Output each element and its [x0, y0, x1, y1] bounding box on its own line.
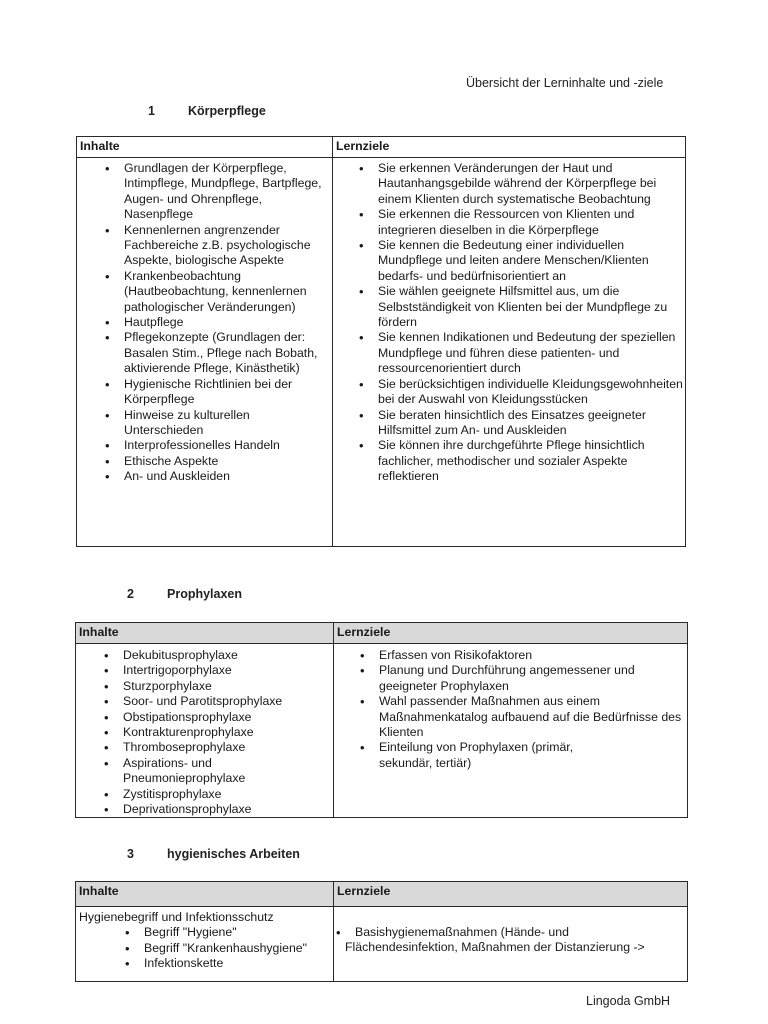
list-item: • Soor- und Parotitsprophylaxe [123, 694, 333, 709]
list-item: • Zystitisprophylaxe [123, 787, 333, 802]
list-item: • Sie kennen Indikationen und Bedeutung der speziellen Mundpflege und führen diese patienten- und ressourcenorientiert durch [378, 330, 683, 376]
list-item: • Kennenlernen angrenzender Fachbereiche z.B. psychologische Aspekte, biologische Aspekte [124, 223, 330, 269]
list-item: • Begriff "Krankenhaushygiene" [144, 941, 333, 956]
section-1-lernziele-list [333, 158, 685, 485]
section-2-inhalte-list [76, 644, 333, 817]
list-item: • Dekubitusprophylaxe [123, 648, 333, 663]
list-item: • Obstipationsprophylaxe [123, 710, 333, 725]
section-3-lernziele-list [334, 907, 687, 956]
list-item: • Grundlagen der Körperpflege, Intimpflege, Mundpflege, Bartpflege, Augen- und Ohrenpflege, Nasenpflege [124, 161, 330, 223]
section-1-lernziele-cell [333, 158, 686, 547]
list-item: • Hautpflege [124, 315, 330, 330]
list-item: • Thromboseprophylaxe [123, 740, 333, 755]
list-item: • Basishygienemaßnahmen (Hände- und Flächendesinfektion, Maßnahmen der Distanzierung -> [345, 925, 683, 956]
list-item: • Planung und Durchführung angemessener und geeigneter Prophylaxen [379, 663, 685, 694]
section-3-header-lernziele: Lernziele [334, 882, 688, 907]
section-2-table [75, 622, 688, 818]
list-item: • Interprofessionelles Handeln [124, 438, 330, 453]
section-2-heading [127, 587, 242, 601]
list-item: • Sie beraten hinsichtlich des Einsatzes geeigneter Hilfsmittel zum An- und Auskleiden [378, 408, 683, 439]
list-item: • Sturzporphylaxe [123, 679, 333, 694]
list-item: • Sie erkennen Veränderungen der Haut und Hautanhangsgebilde während der Körperpflege bei einem Klienten durch systematische Beobachtung [378, 161, 683, 207]
list-item: • Sie berücksichtigen individuelle Kleidungsgewohnheiten bei der Auswahl von Kleidungsstücken [378, 377, 683, 408]
section-1-title: Körperpflege [188, 104, 266, 118]
section-3-inhalte-cell [76, 907, 334, 982]
list-item: • Aspirations- und Pneumonieprophylaxe [123, 756, 333, 787]
section-2-title: Prophylaxen [167, 587, 243, 601]
list-item: • Pflegekonzepte (Grundlagen der: Basalen Stim., Pflege nach Bobath, aktivierende Pflege, Kinästhetik) [124, 330, 330, 376]
section-3-inhalte-list [76, 925, 333, 971]
section-1-table [76, 136, 686, 547]
section-3-table [75, 881, 688, 982]
section-3-title: hygienisches Arbeiten [167, 847, 300, 861]
list-item: • Einteilung von Prophylaxen (primär, sekundär, tertiär) [379, 740, 685, 771]
section-2-header-lernziele: Lernziele [334, 623, 688, 644]
section-3-number: 3 [127, 847, 134, 861]
section-2-number: 2 [127, 587, 134, 601]
section-1-header-lernziele: Lernziele [333, 137, 686, 158]
list-item: • An- und Auskleiden [124, 469, 330, 484]
list-item: • Sie können ihre durchgeführte Pflege hinsichtlich fachlicher, methodischer und sozialer Aspekte reflektieren [378, 438, 683, 484]
list-item: • Erfassen von Risikofaktoren [379, 648, 685, 663]
list-item: • Sie erkennen die Ressourcen von Klienten und integrieren dieselben in die Körperpflege [378, 207, 683, 238]
section-3-heading [127, 847, 300, 861]
list-item: • Begriff "Hygiene" [144, 925, 333, 940]
list-item: • Ethische Aspekte [124, 454, 330, 469]
section-2-lernziele-cell [334, 644, 688, 818]
section-1-heading [148, 104, 266, 118]
section-2-inhalte-cell [76, 644, 334, 818]
section-3-inhalte-intro: Hygienebegriff und Infektionsschutz [79, 910, 274, 924]
section-1-inhalte-cell [77, 158, 333, 547]
list-item: • Deprivationsprophylaxe [123, 802, 333, 817]
list-item: • Wahl passender Maßnahmen aus einem Maßnahmenkatalog aufbauend auf die Bedürfnisse des Klienten [379, 694, 685, 740]
list-item: • Sie wählen geeignete Hilfsmittel aus, um die Selbstständigkeit von Klienten bei der Mundpflege zu fördern [378, 284, 683, 330]
section-3-header-inhalte: Inhalte [76, 882, 334, 907]
list-item: • Infektionskette [144, 956, 333, 971]
document-header-title: Übersicht der Lerninhalte und -ziele [466, 76, 664, 90]
list-item: • Krankenbeobachtung (Hautbeobachtung, kennenlernen pathologischer Veränderungen) [124, 269, 330, 315]
section-3-lernziele-cell [334, 907, 688, 982]
list-item: • Intertrigoporphylaxe [123, 663, 333, 678]
list-item: • Sie kennen die Bedeutung einer individuellen Mundpflege und leiten andere Menschen/Klienten bedarfs- und bedürfnisorientiert an [378, 238, 683, 284]
section-1-number: 1 [148, 104, 155, 118]
list-item: • Hygienische Richtlinien bei der Körperpflege [124, 377, 330, 408]
section-1-inhalte-list [77, 158, 332, 485]
footer-company: Lingoda GmbH [586, 994, 671, 1008]
section-1-header-inhalte: Inhalte [77, 137, 333, 158]
section-2-lernziele-list [334, 644, 687, 771]
list-item: • Hinweise zu kulturellen Unterschieden [124, 408, 330, 439]
section-2-header-inhalte: Inhalte [76, 623, 334, 644]
list-item: • Kontrakturenprophylaxe [123, 725, 333, 740]
